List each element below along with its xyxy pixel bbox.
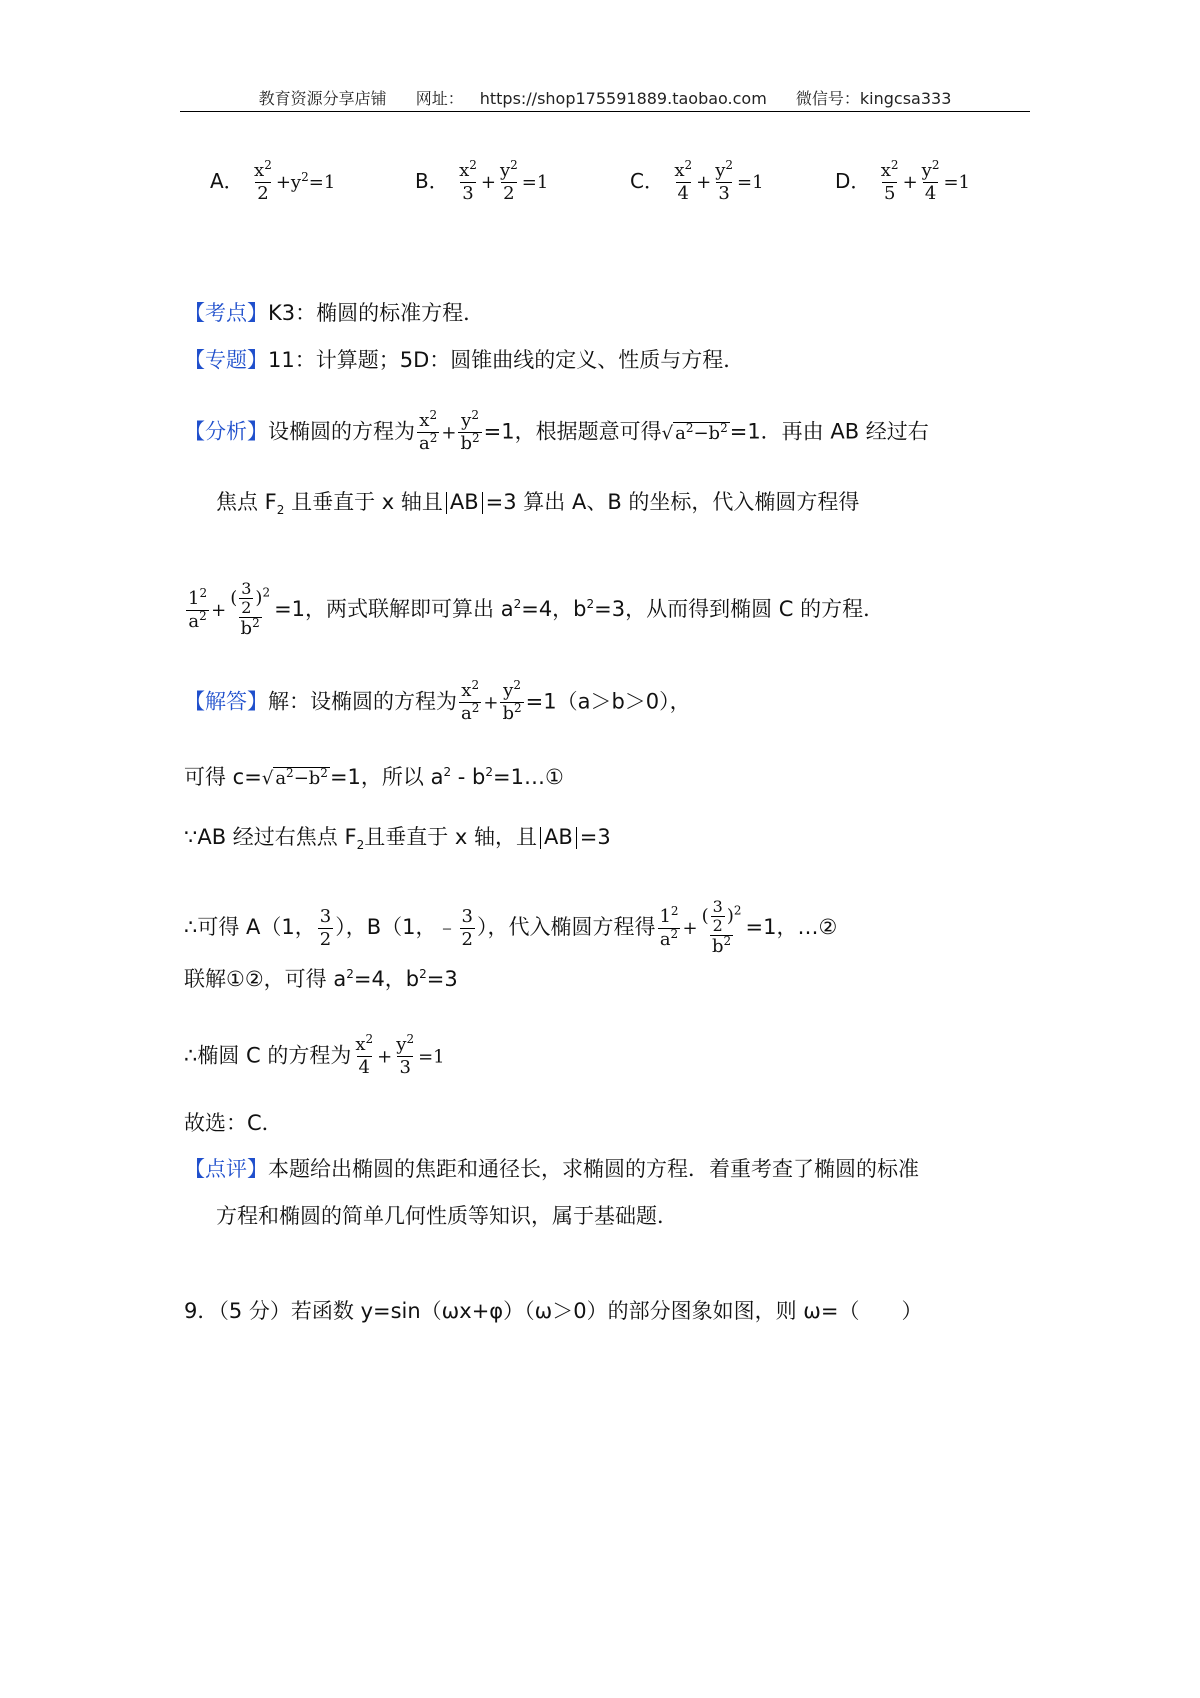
kaodian-tag: 【考点】	[184, 301, 268, 325]
page-header	[180, 86, 1030, 109]
option-b: B． $\frac{x^2}{3}$ + $\frac{y^2}{2}$ =1	[415, 158, 549, 204]
header-divider	[180, 111, 1030, 112]
zhuanti-line: 【专题】11：计算题；5D：圆锥曲线的定义、性质与方程．	[184, 348, 745, 372]
jieda-line-7: 故选：C．	[184, 1111, 283, 1135]
jieda-line-5: 联解①②，可得 $a^2=4$，$b^2=3$	[184, 967, 458, 991]
site-label: 网址：	[415, 89, 464, 108]
question-9: 9．（5 分）若函数 y=sin（ωx+φ）（ω＞0）的部分图象如图，则 ω=（ ）	[184, 1299, 923, 1323]
jieda-tag: 【解答】	[184, 689, 268, 714]
jieda-line-3: ∵AB 经过右焦点 $F_2$且垂直于 x 轴，且 AB =3	[184, 825, 611, 853]
dianping-tag: 【点评】	[184, 1157, 268, 1181]
fenxi-line-2: 焦点 $F_2$ 且垂直于 x 轴且 AB =3 算出 A、B 的坐标，代入椭圆方程得	[216, 490, 860, 518]
option-d: D． $\frac{x^2}{5}$ + $\frac{y^2}{4}$ =1	[835, 158, 971, 204]
fenxi-line-1: 【分析】设椭圆的方程为 $\frac{x^2}{a^2}$ + $\frac{y^2}{b^2}$ =1，根据题意可得√ $a^2-b^2=1$．再由 AB 经过右	[184, 408, 929, 454]
jieda-line-6: ∴椭圆 C 的方程为 $\frac{x^2}{4}$ + $\frac{y^2}{3}$ =1	[184, 1032, 445, 1078]
jieda-line-4: ∴可得 A（1， $\frac{3}{2}$ ），B（1，﹣ $\frac{3}{2}$ ），代入椭圆方程得 $\frac{1^2}{a^2}$ + ( $\frac{3}{2}$ )$^2$ $b^2$ =1，…②	[184, 897, 838, 957]
zhuanti-tag: 【专题】	[184, 348, 268, 372]
dianping-line-1: 【点评】本题给出椭圆的焦距和通径长，求椭圆的方程．着重考查了椭圆的标准	[184, 1157, 919, 1181]
jieda-line-1: 【解答】解：设椭圆的方程为 $\frac{x^2}{a^2}$ + $\frac{y^2}{b^2}$ =1（a＞b＞0），	[184, 678, 691, 724]
dianping-line-2: 方程和椭圆的简单几何性质等知识，属于基础题．	[216, 1204, 678, 1228]
fenxi-tag: 【分析】	[184, 419, 268, 444]
wechat-id: 微信号：kingcsa333	[795, 89, 952, 108]
shop-name: 教育资源分享店铺	[258, 89, 387, 108]
option-c: C． $\frac{x^2}{4}$ + $\frac{y^2}{3}$ =1	[630, 158, 764, 204]
fenxi-line-3: $\frac{1^2}{a^2}$ + ( $\frac{3}{2}$ )$^2$ $b^2$ =1，两式联解即可算出 $a^2=4$，$b^2=3$，从而得到椭圆 C 的方程．	[188, 579, 885, 639]
option-a: A． $\frac{x^2}{2}$ $+y^2=1$	[210, 158, 336, 204]
jieda-line-2: 可得 c=√ $a^2-b^2=1$，所以 $a^2$ - $b^2=1\dots ①$	[184, 765, 564, 789]
kaodian-line: 【考点】K3：椭圆的标准方程．	[184, 301, 485, 325]
site-url[interactable]: https://shop175591889.taobao.com	[479, 89, 767, 108]
